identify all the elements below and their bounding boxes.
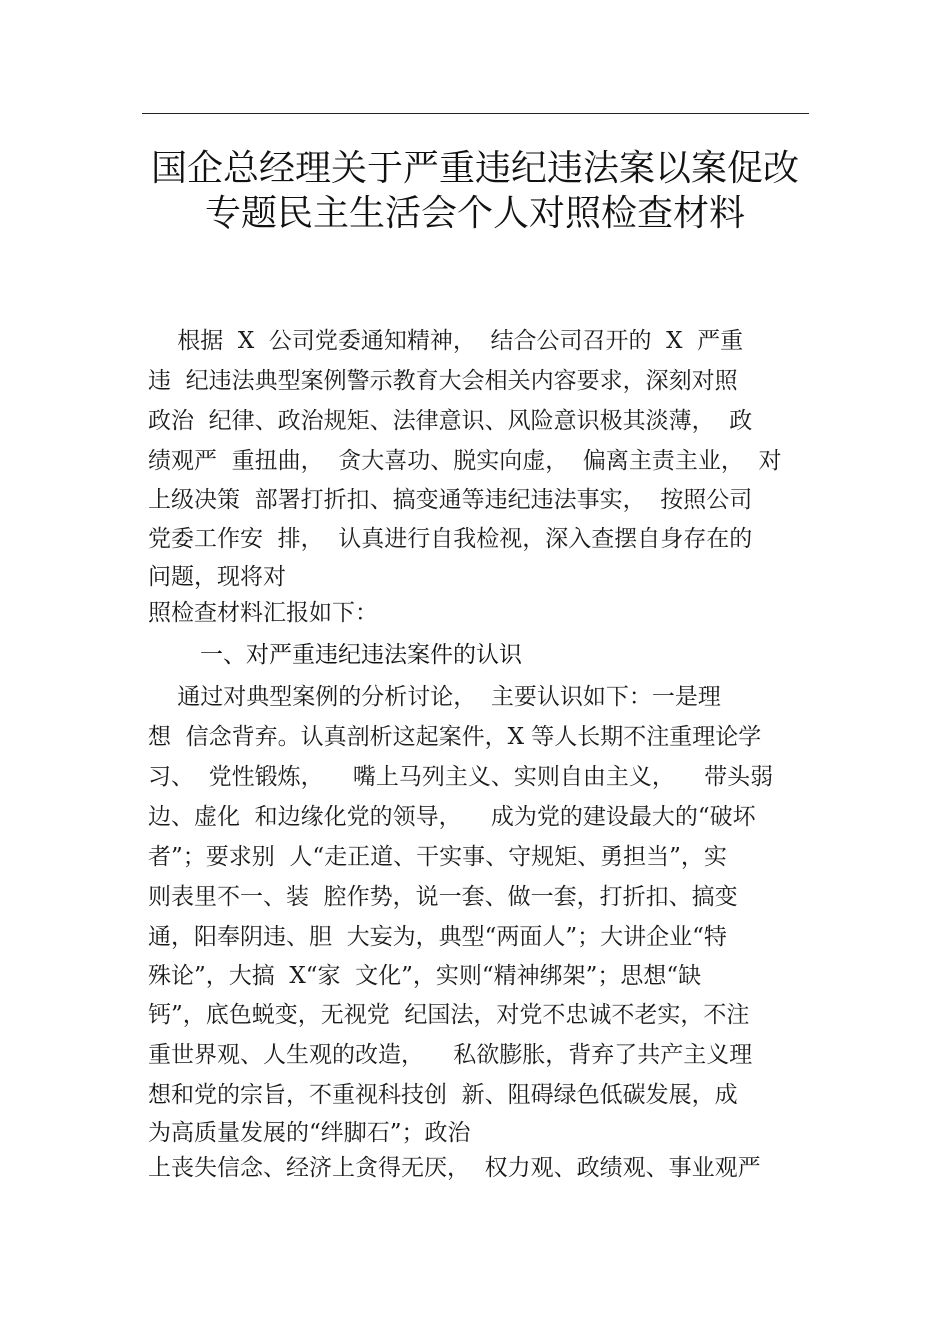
section1-line-8: 殊论”，大搞 X“家 文化”，实则“精神绑架”；思想“缺 [148, 963, 702, 989]
intro-line-2: 违 纪违法典型案例警示教育大会相关内容要求，深刻对照 [148, 368, 738, 394]
title-line-2: 专题民主生活会个人对照检查材料 [204, 193, 745, 234]
title-line-1: 国企总经理关于严重违纪违法案以案促改 [150, 148, 799, 189]
intro-line-8: 照检查材料汇报如下： [148, 600, 378, 626]
section1-line-4: 边、虚化 和边缘化党的领导， 成为党的建设最大的“破坏 [148, 804, 756, 830]
section1-line-2: 想 信念背弃。认真剖析这起案件，X 等人长期不注重理论学 [148, 724, 762, 750]
section1-line-11: 想和党的宗旨，不重视科技创 新、阻碍绿色低碳发展，成 [148, 1082, 738, 1108]
intro-line-4: 绩观严 重扭曲， 贪大喜功、脱实向虚， 偏离主责主业， 对 [148, 448, 782, 474]
section1-line-6: 则表里不一、装 腔作势，说一套、做一套，打折扣、搞变 [148, 884, 738, 910]
intro-line-1: 根据 X 公司党委通知精神， 结合公司召开的 X 严重 [148, 328, 744, 354]
section1-line-7: 通，阳奉阴违、胆 大妄为，典型“两面人”；大讲企业“特 [148, 924, 727, 950]
section1-line-5: 者”；要求别 人“走正道、干实事、守规矩、勇担当”，实 [148, 844, 727, 870]
intro-line-3: 政治 纪律、政治规矩、法律意识、风险意识极其淡薄， 政 [148, 408, 753, 434]
section1-line-3: 习、 党性锻炼， 嘴上马列主义、实则自由主义， 带头弱 [148, 764, 774, 790]
section1-line-9: 钙”，底色蜕变，无视党 纪国法，对党不忠诚不老实，不注 [148, 1002, 750, 1028]
section1-line-13: 上丧失信念、经济上贪得无厌， 权力观、政绩观、事业观严 [148, 1155, 761, 1181]
intro-line-5: 上级决策 部署打折扣、搞变通等违纪违法事实， 按照公司 [148, 487, 753, 513]
section1-line-10: 重世界观、人生观的改造， 私欲膨胀，背弃了共产主义理 [148, 1042, 753, 1068]
section1-line-12: 为高质量发展的“绊脚石”；政治 [148, 1120, 471, 1146]
section1-line-1: 通过对典型案例的分析讨论， 主要认识如下：一是理 [148, 684, 721, 710]
intro-line-7: 问题，现将对 [148, 564, 286, 590]
header-rule [142, 113, 809, 114]
intro-line-6: 党委工作安 排， 认真进行自我检视，深入查摆自身存在的 [148, 526, 753, 552]
section-heading-1: 一、对严重违纪违法案件的认识 [200, 642, 522, 668]
